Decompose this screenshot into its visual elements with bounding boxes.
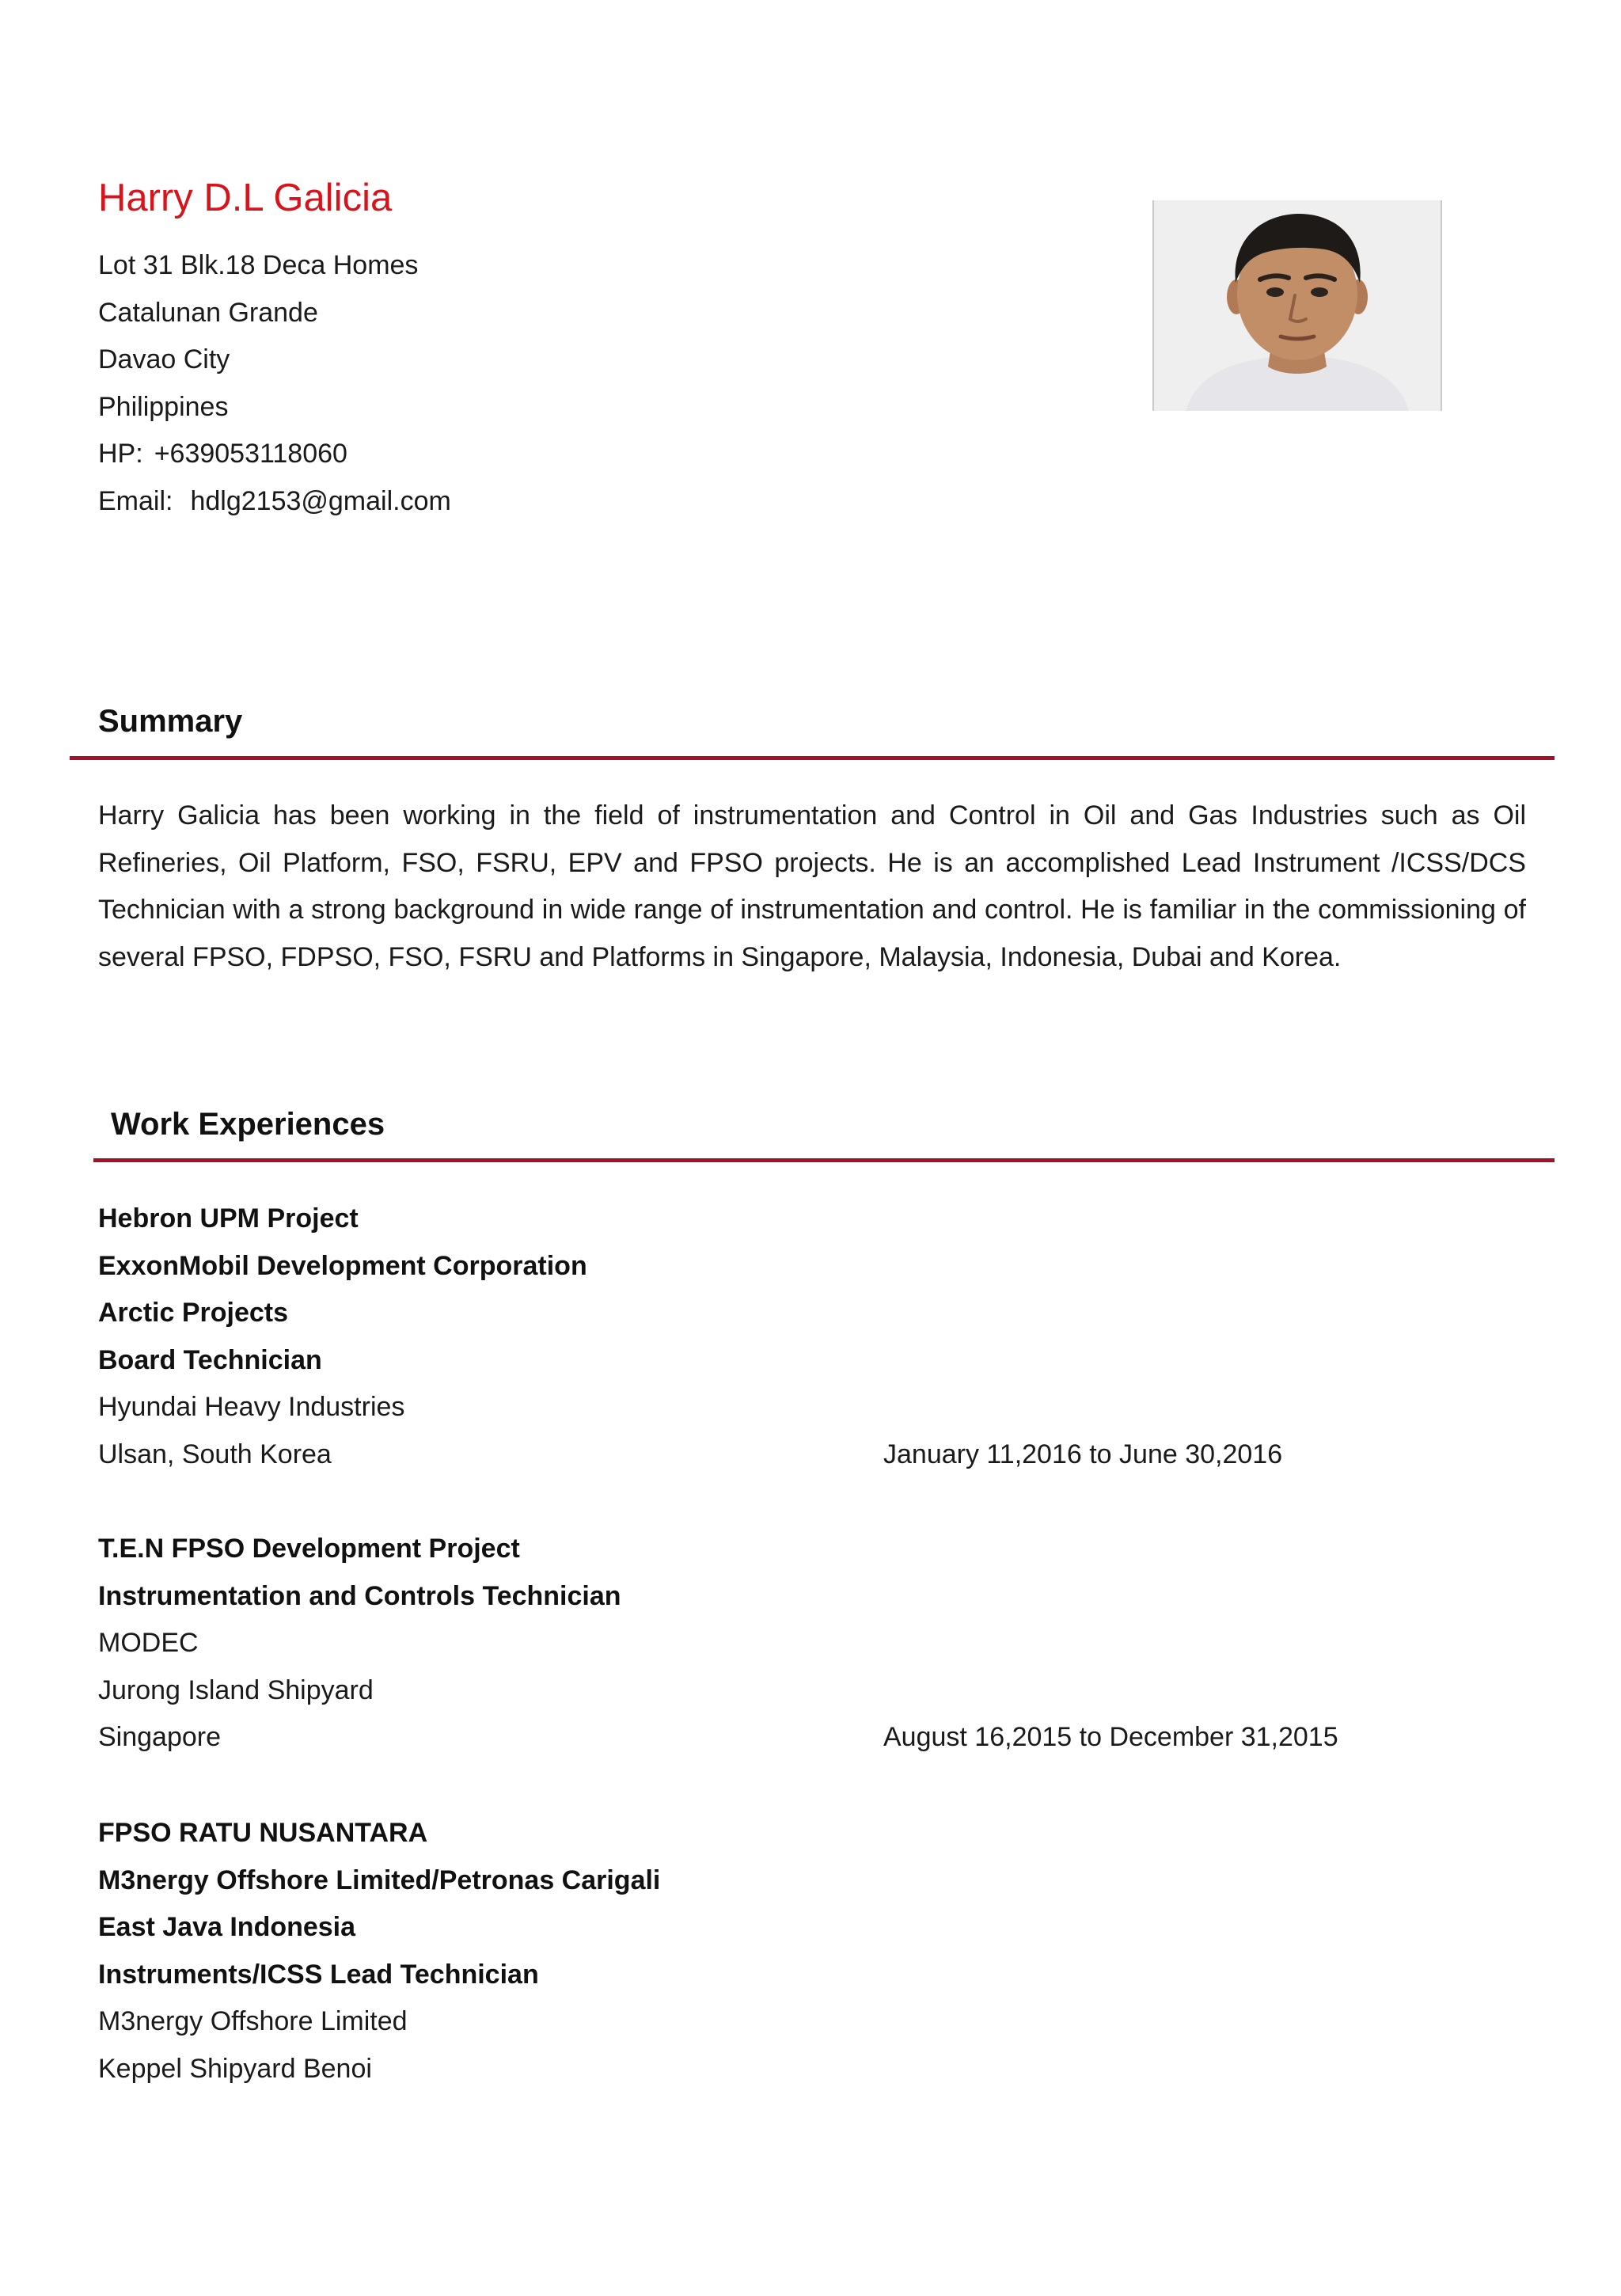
email-address[interactable]: hdlg2153@gmail.com (190, 485, 451, 516)
address-line: Lot 31 Blk.18 Deca Homes (98, 250, 419, 280)
experience-heading: Work Experiences (111, 1107, 385, 1142)
job-client: ExxonMobil Development Corporation (98, 1250, 587, 1281)
job-location: Ulsan, South Korea (98, 1439, 332, 1469)
address-line: Philippines (98, 391, 229, 422)
job-site: Jurong Island Shipyard (98, 1674, 374, 1705)
job-employer: Hyundai Heavy Industries (98, 1392, 405, 1422)
experience-divider (93, 1158, 1555, 1162)
summary-divider (70, 756, 1555, 760)
candidate-name: Harry D.L Galicia (98, 177, 393, 219)
job-title: Instruments/ICSS Lead Technician (98, 1959, 539, 1990)
phone-line (98, 431, 451, 478)
summary-heading: Summary (98, 704, 243, 739)
job-division: Arctic Projects (98, 1298, 288, 1328)
summary-text: Harry Galicia has been working in the field of instrumentation and Control in Oil and Gas Industries such as Oil Refineries, Oil Platform, FSO, FSRU, EPV and FPSO projects. He is an accomplished Lead Instrument /ICSS/DCS Technician with a strong background in wide range of instrumentation and control. He is familiar in the commissioning of several FPSO, FDPSO, FSO, FSRU and Platforms in Singapore, Malaysia, Indonesia, Dubai and Korea. (98, 800, 1526, 972)
job-project: Hebron UPM Project (98, 1203, 359, 1234)
job-title: Instrumentation and Controls Technician (98, 1580, 621, 1611)
email-line (98, 478, 451, 526)
job-employer: M3nergy Offshore Limited (98, 2006, 408, 2036)
job-employer: MODEC (98, 1628, 199, 1658)
job-region: East Java Indonesia (98, 1912, 356, 1942)
phone-number: +639053118060 (154, 439, 347, 469)
phone-label: HP: (98, 439, 143, 469)
job-site: Keppel Shipyard Benoi (98, 2053, 372, 2084)
profile-photo (1152, 200, 1442, 411)
job-title: Board Technician (98, 1344, 322, 1375)
job-entry (98, 1196, 1523, 1478)
job-project: T.E.N FPSO Development Project (98, 1534, 520, 1564)
job-client: M3nergy Offshore Limited/Petronas Carigali (98, 1865, 661, 1895)
portrait-illustration (1154, 200, 1441, 411)
job-entry (98, 1810, 1523, 2093)
address-line: Catalunan Grande (98, 297, 318, 328)
job-location: Singapore (98, 1722, 222, 1752)
email-label: Email: (98, 485, 173, 516)
job-entry (98, 1526, 1523, 1762)
job-location-row (98, 1714, 1523, 1762)
address-line: Davao City (98, 344, 230, 374)
job-project: FPSO RATU NUSANTARA (98, 1818, 428, 1848)
job-dates: August 16,2015 to December 31,2015 (883, 1722, 1338, 1752)
job-dates: January 11,2016 to June 30,2016 (883, 1439, 1283, 1469)
contact-block (98, 242, 451, 525)
job-location-row (98, 1431, 1523, 1479)
